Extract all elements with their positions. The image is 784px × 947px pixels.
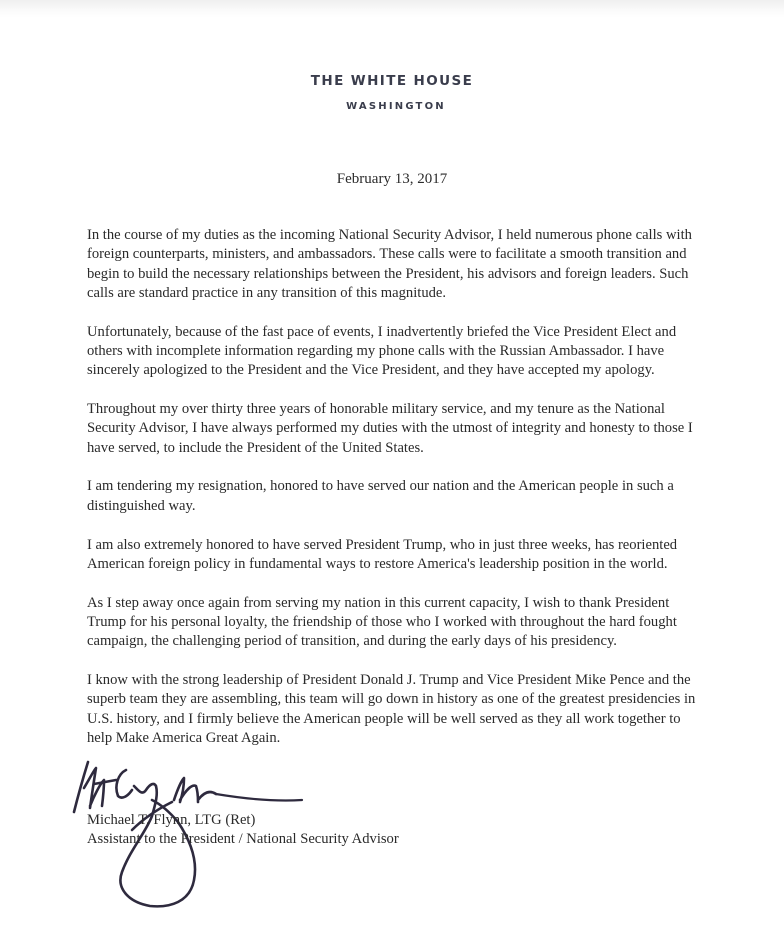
text-line: As I step away once again from serving my nation in this current capacity, I wish to thank President — [87, 594, 670, 611]
text-line: I know with the strong leadership of President Donald J. Trump and Vice President Mike Pence and the — [87, 672, 691, 689]
text-line: distinguished way. — [87, 497, 196, 514]
signatory-title: Assistant to the President / National Security Advisor — [87, 831, 399, 847]
text-line: calls are standard practice in any transition of this magnitude. — [87, 284, 447, 301]
text-line: Security Advisor, I have always performed my duties with the utmost of integrity and honesty to those I — [87, 420, 693, 437]
signatory-name: Michael T. Flynn, LTG (Ret) — [87, 812, 256, 828]
paragraph-1 — [87, 226, 727, 303]
letter-body — [87, 226, 727, 768]
text-line: foreign counterparts, ministers, and ambassadors. These calls were to facilitate a smooth transition and — [87, 246, 687, 263]
paragraph-3 — [87, 400, 727, 458]
text-line: U.S. history, and I firmly believe the American people will be well served as they all work together to — [87, 710, 681, 727]
paragraph-4 — [87, 477, 727, 516]
signature-stroke — [74, 762, 104, 812]
paragraph-5 — [87, 536, 727, 575]
paragraph-2 — [87, 323, 727, 381]
text-line: superb team they are assembling, this team will go down in history as one of the greatest presidencies in — [87, 691, 696, 708]
text-line: sincerely apologized to the President and the Vice President, and they have accepted my apology. — [87, 362, 655, 379]
text-line: others with incomplete information regarding my phone calls with the Russian Ambassador. I have — [87, 342, 665, 359]
signature-stroke — [116, 770, 132, 798]
signature-stroke — [174, 778, 216, 802]
text-line: begin to build the necessary relationships between the President, his advisors and foreign leaders. Such — [87, 265, 689, 282]
text-line: American foreign policy in fundamental ways to restore America's leadership position in the world. — [87, 555, 668, 572]
paragraph-7 — [87, 671, 727, 748]
text-line: campaign, the challenging period of transition, and during the early days of his presidency. — [87, 633, 617, 650]
paragraph-6 — [87, 594, 727, 652]
text-line: help Make America Great Again. — [87, 729, 281, 746]
signature-stroke — [216, 794, 302, 801]
text-line: I am also extremely honored to have served President Trump, who in just three weeks, has reoriented — [87, 536, 678, 553]
letterhead-subtitle: WASHINGTON — [346, 101, 446, 112]
letter-date: February 13, 2017 — [336, 171, 448, 187]
text-line: Trump for his personal loyalty, the friendship of those who I worked with throughout the hard fought — [87, 613, 677, 630]
text-line: I am tendering my resignation, honored to have served our nation and the American people in such a — [87, 478, 674, 495]
text-line: Unfortunately, because of the fast pace of events, I inadvertently briefed the Vice President Elect and — [87, 323, 677, 340]
text-line: Throughout my over thirty three years of honorable military service, and my tenure as the National — [87, 401, 665, 418]
letterhead-title: THE WHITE HOUSE — [310, 73, 474, 89]
text-line: In the course of my duties as the incoming National Security Advisor, I held numerous phone calls with — [87, 227, 692, 243]
text-line: have served, to include the President of the United States. — [87, 439, 424, 456]
